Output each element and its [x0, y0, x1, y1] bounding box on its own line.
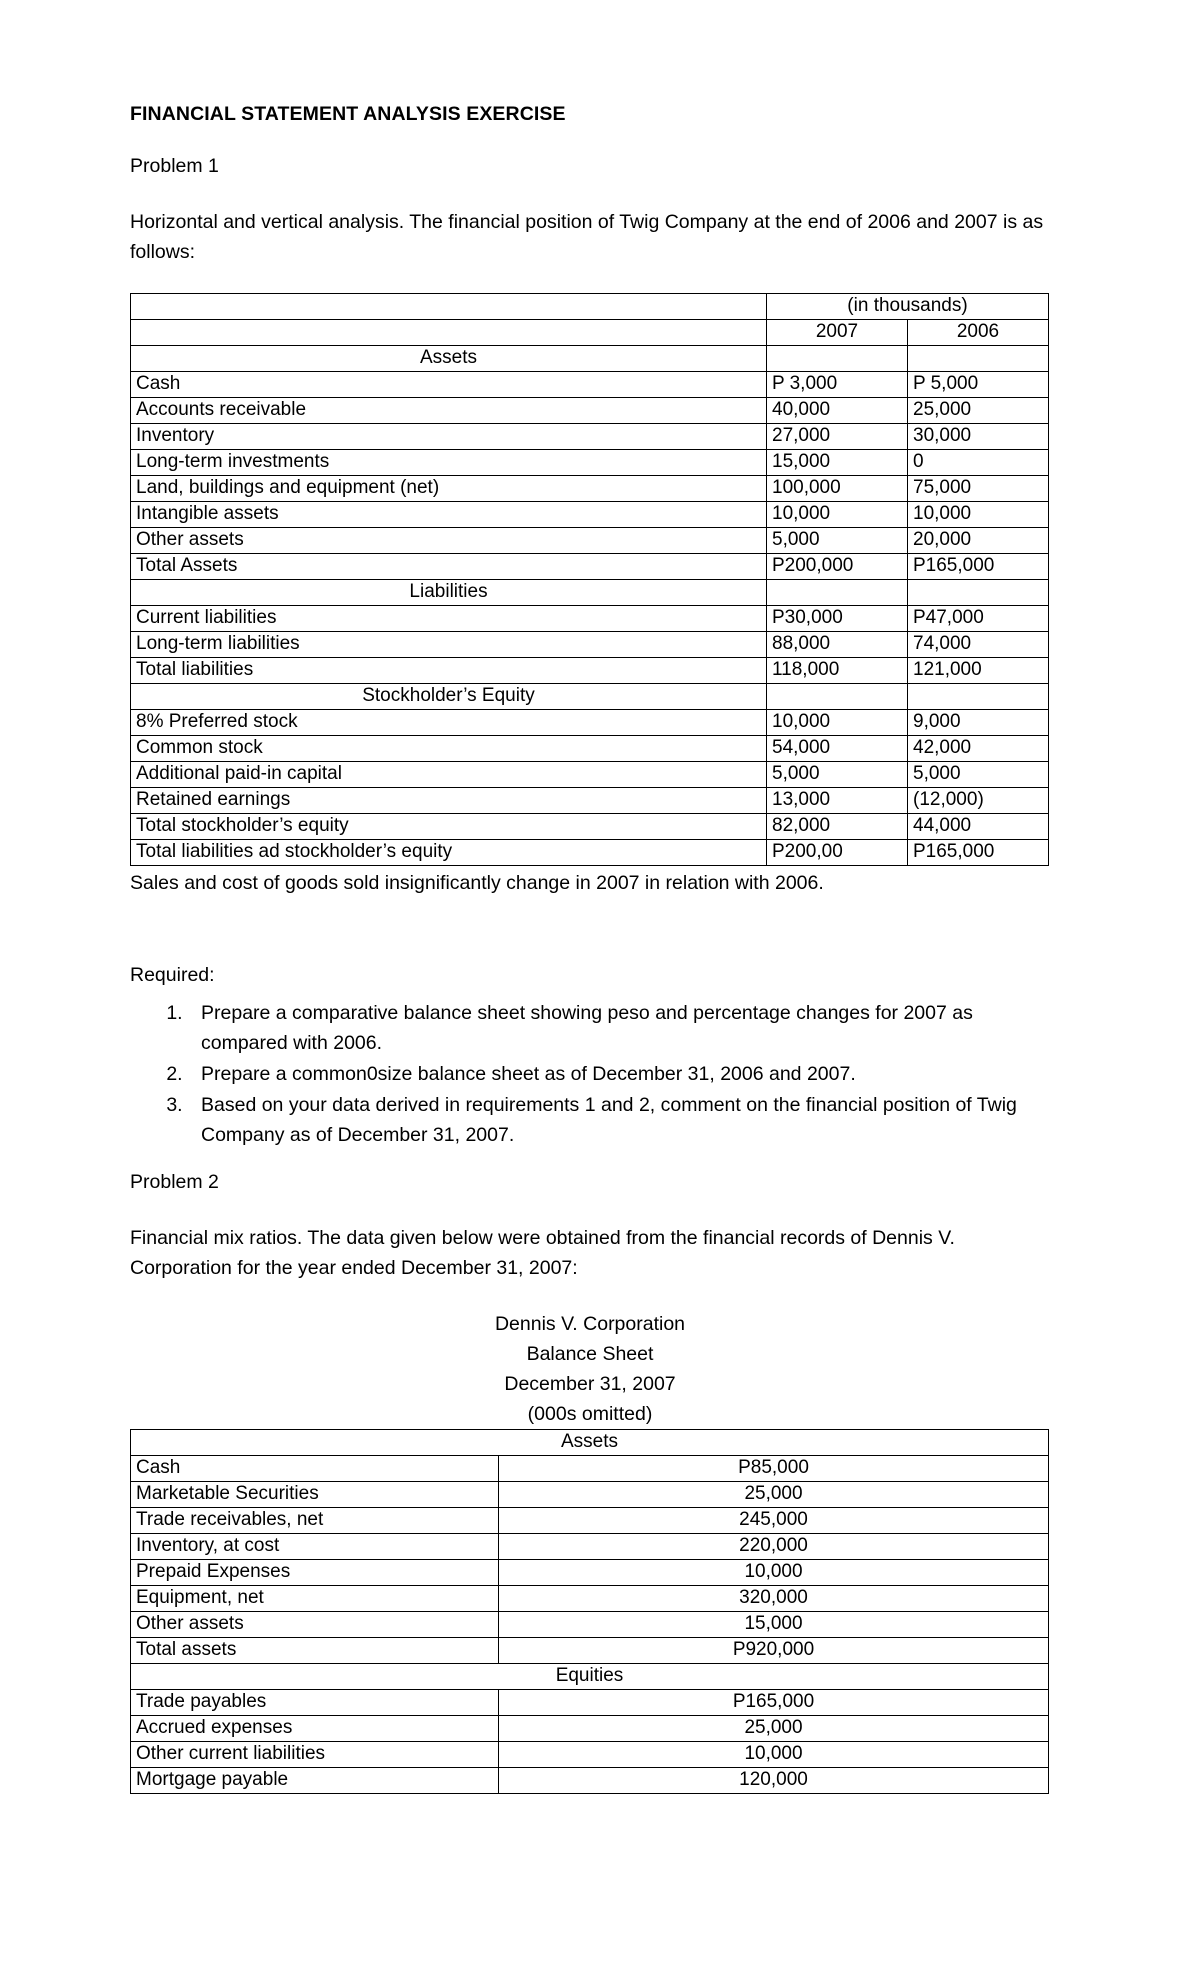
statement-company-name: Dennis V. Corporation: [494, 1312, 686, 1335]
table-row: [131, 397, 1049, 423]
table-row: [131, 475, 1049, 501]
row-value-2007: 13,000: [767, 787, 908, 813]
row-label: Trade receivables, net: [131, 1507, 499, 1533]
row-value-2006: P47,000: [908, 605, 1049, 631]
row-value: P165,000: [499, 1689, 1049, 1715]
row-value-2007: P200,00: [767, 839, 908, 865]
row-label: 8% Preferred stock: [131, 709, 767, 735]
row-label: Prepaid Expenses: [131, 1559, 499, 1585]
table-row: [131, 1559, 1049, 1585]
problem1-heading: Problem 1: [130, 154, 219, 177]
row-value-2007: 100,000: [767, 475, 908, 501]
table-row: [131, 1481, 1049, 1507]
row-value-2006: P 5,000: [908, 371, 1049, 397]
section-liabilities-blank-2007: [767, 579, 908, 605]
row-label: Long-term investments: [131, 449, 767, 475]
row-value: 320,000: [499, 1585, 1049, 1611]
problem1-intro: Horizontal and vertical analysis. The financial position of Twig Company at the end of 2006 and 2007 is as follows:: [130, 210, 1044, 263]
row-value-2007: 118,000: [767, 657, 908, 683]
section-label-equities: Equities: [131, 1663, 1049, 1689]
row-label: Inventory, at cost: [131, 1533, 499, 1559]
row-label: Total stockholder’s equity: [131, 813, 767, 839]
row-value-2007: 40,000: [767, 397, 908, 423]
section-label-assets: Assets: [131, 1429, 1049, 1455]
row-value-2007: 5,000: [767, 527, 908, 553]
table-row: [131, 501, 1049, 527]
statement-units: (000s omitted): [527, 1402, 653, 1425]
dennis-statement-header: [130, 1309, 1050, 1429]
row-label: Other current liabilities: [131, 1741, 499, 1767]
row-value-2006: 20,000: [908, 527, 1049, 553]
table-row: [131, 371, 1049, 397]
table-row: [131, 657, 1049, 683]
row-value-2006: 30,000: [908, 423, 1049, 449]
section-label-equity: Stockholder’s Equity: [131, 683, 767, 709]
year-header-2007: 2007: [767, 319, 908, 345]
table-row: [131, 839, 1049, 865]
table-row: [131, 631, 1049, 657]
row-value: 120,000: [499, 1767, 1049, 1793]
row-value: 25,000: [499, 1481, 1049, 1507]
row-label: Mortgage payable: [131, 1767, 499, 1793]
table-row: [131, 1741, 1049, 1767]
row-value-2006: 5,000: [908, 761, 1049, 787]
row-label: Other assets: [131, 1611, 499, 1637]
twig-balance-sheet-table: [130, 293, 1049, 866]
table-row: [131, 527, 1049, 553]
table-row: [131, 1585, 1049, 1611]
page-title: FINANCIAL STATEMENT ANALYSIS EXERCISE: [130, 103, 566, 125]
section-liabilities-blank-2006: [908, 579, 1049, 605]
table-row: [131, 813, 1049, 839]
problem2-heading: Problem 2: [130, 1170, 219, 1193]
row-value-2006: 121,000: [908, 657, 1049, 683]
section-equity-blank-2006: [908, 683, 1049, 709]
row-value-2006: (12,000): [908, 787, 1049, 813]
row-value-2007: 10,000: [767, 709, 908, 735]
section-assets-blank-2007: [767, 345, 908, 371]
row-value-2007: P30,000: [767, 605, 908, 631]
table-row: [131, 605, 1049, 631]
row-label: Marketable Securities: [131, 1481, 499, 1507]
list-item: 3. Based on your data derived in requirements 1 and 2, comment on the financial position of Twig Company as of December 31, 2007.: [188, 1090, 1050, 1150]
table-row: [131, 709, 1049, 735]
row-label: Land, buildings and equipment (net): [131, 475, 767, 501]
row-label: Retained earnings: [131, 787, 767, 813]
table-row-section-liabilities: [131, 579, 1049, 605]
row-value-2006: P165,000: [908, 553, 1049, 579]
row-label: Intangible assets: [131, 501, 767, 527]
table-row: [131, 449, 1049, 475]
table-row: [131, 1767, 1049, 1793]
dennis-balance-sheet-table: [130, 1429, 1049, 1794]
table-row-section-equity: [131, 683, 1049, 709]
row-label: Accounts receivable: [131, 397, 767, 423]
section-equity-blank-2007: [767, 683, 908, 709]
row-value-2007: P 3,000: [767, 371, 908, 397]
section-label-assets: Assets: [131, 345, 767, 371]
table-row: [131, 423, 1049, 449]
statement-type: Balance Sheet: [526, 1342, 654, 1365]
row-value-2006: 0: [908, 449, 1049, 475]
row-value-2007: 27,000: [767, 423, 908, 449]
row-label: Common stock: [131, 735, 767, 761]
table-row: [131, 1533, 1049, 1559]
problem1-note: Sales and cost of goods sold insignificantly change in 2007 in relation with 2006.: [130, 871, 824, 894]
row-value: P920,000: [499, 1637, 1049, 1663]
row-label: Total assets: [131, 1637, 499, 1663]
year-header-2006: 2006: [908, 319, 1049, 345]
table-row: [131, 1507, 1049, 1533]
list-item: 2. Prepare a common0size balance sheet as of December 31, 2006 and 2007.: [188, 1059, 1050, 1089]
table-row: [131, 1715, 1049, 1741]
table-row: [131, 1689, 1049, 1715]
row-value: 10,000: [499, 1559, 1049, 1585]
row-value-2007: 88,000: [767, 631, 908, 657]
table-row-year-header: [131, 319, 1049, 345]
spacer-before-problem2: [130, 1151, 1050, 1167]
row-label: Other assets: [131, 527, 767, 553]
requirements-list: [130, 998, 1050, 1150]
row-label: Current liabilities: [131, 605, 767, 631]
table-row-section-equities: [131, 1663, 1049, 1689]
required-heading: Required:: [130, 963, 215, 986]
units-spacer-cell: [131, 293, 767, 319]
table-row: [131, 553, 1049, 579]
row-value-2006: 9,000: [908, 709, 1049, 735]
table-row: [131, 1455, 1049, 1481]
row-value-2007: 54,000: [767, 735, 908, 761]
row-value-2006: 44,000: [908, 813, 1049, 839]
row-value: 245,000: [499, 1507, 1049, 1533]
row-label: Total liabilities: [131, 657, 767, 683]
year-spacer-cell: [131, 319, 767, 345]
row-label: Cash: [131, 371, 767, 397]
row-value: 15,000: [499, 1611, 1049, 1637]
list-item: 1. Prepare a comparative balance sheet showing peso and percentage changes for 2007 as compared with 2006.: [188, 998, 1050, 1058]
row-value: P85,000: [499, 1455, 1049, 1481]
row-label: Cash: [131, 1455, 499, 1481]
row-value: 220,000: [499, 1533, 1049, 1559]
table-row: [131, 787, 1049, 813]
row-value: 25,000: [499, 1715, 1049, 1741]
section-label-liabilities: Liabilities: [131, 579, 767, 605]
row-value-2006: 42,000: [908, 735, 1049, 761]
row-value-2007: 82,000: [767, 813, 908, 839]
units-header-cell: (in thousands): [767, 293, 1049, 319]
row-label: Additional paid-in capital: [131, 761, 767, 787]
row-value-2006: 25,000: [908, 397, 1049, 423]
table-row-section-assets: [131, 345, 1049, 371]
row-label: Inventory: [131, 423, 767, 449]
table-row: [131, 735, 1049, 761]
row-label: Equipment, net: [131, 1585, 499, 1611]
table-row: [131, 1637, 1049, 1663]
row-label: Total liabilities ad stockholder’s equity: [131, 839, 767, 865]
row-label: Accrued expenses: [131, 1715, 499, 1741]
table-row: [131, 761, 1049, 787]
row-value: 10,000: [499, 1741, 1049, 1767]
row-value-2006: P165,000: [908, 839, 1049, 865]
table-row-section-assets: [131, 1429, 1049, 1455]
table-row-units-header: [131, 293, 1049, 319]
table-row: [131, 1611, 1049, 1637]
row-value-2007: 15,000: [767, 449, 908, 475]
row-label: Trade payables: [131, 1689, 499, 1715]
row-value-2006: 75,000: [908, 475, 1049, 501]
row-label: Total Assets: [131, 553, 767, 579]
row-value-2007: 5,000: [767, 761, 908, 787]
statement-date: December 31, 2007: [504, 1372, 676, 1395]
row-value-2006: 74,000: [908, 631, 1049, 657]
spacer-after-note: [130, 898, 1050, 960]
row-value-2007: 10,000: [767, 501, 908, 527]
section-assets-blank-2006: [908, 345, 1049, 371]
row-label: Long-term liabilities: [131, 631, 767, 657]
row-value-2006: 10,000: [908, 501, 1049, 527]
row-value-2007: P200,000: [767, 553, 908, 579]
problem2-intro: Financial mix ratios. The data given below were obtained from the financial records of Dennis V. Corporation for the year ended December 31, 2007:: [130, 1226, 955, 1279]
